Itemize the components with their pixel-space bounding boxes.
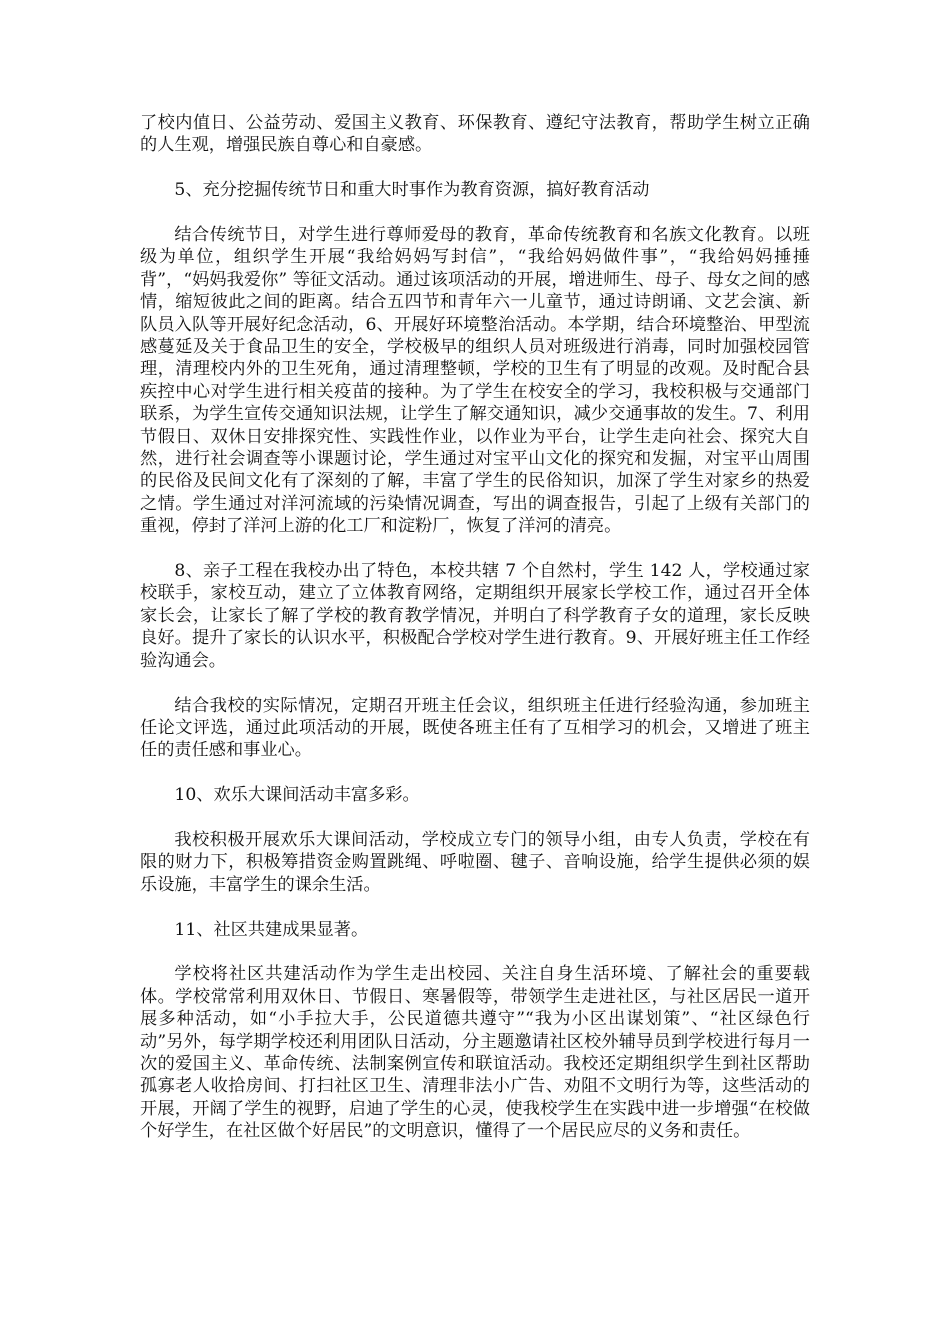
paragraph-class-teacher-meetings: 结合我校的实际情况，定期召开班主任会议，组织班主任进行经验沟通，参加班主任论文评选，通过此项活动的开展，既使各班主任有了互相学习的机会，又增进了班主任的责任感和事业心。 bbox=[140, 695, 810, 761]
paragraph-continuation: 了校内值日、公益劳动、爱国主义教育、环保教育、遵纪守法教育，帮助学生树立正确的人生观，增强民族自尊心和自豪感。 bbox=[140, 113, 810, 156]
paragraph-community-building: 学校将社区共建活动作为学生走出校园、关注自身生活环境、了解社会的重要载体。学校常常利用双休日、节假日、寒暑假等，带领学生走进社区，与社区居民一道开展多种活动，如“小手拉大手，公民道德共遵守”“我为小区出谋划策”、“社区绿色行动”另外，每学期学校还利用团队日活动，分主题邀请社区校外辅导员到学校进行每月一次的爱国主义、革命传统、法制案例宣传和联谊活动。我校还定期组织学生到社区帮助孤寡老人收拾房间、打扫社区卫生、清理非法小广告、劝阻不文明行为等，这些活动的开展，开阔了学生的视野，启迪了学生的心灵，使我校学生在实践中进一步增强“在校做个好学生，在社区做个好居民”的文明意识，懂得了一个居民应尽的义务和责任。 bbox=[140, 964, 810, 1142]
paragraph-recess-activities: 我校积极开展欢乐大课间活动，学校成立专门的领导小组，由专人负责，学校在有限的财力下，积极筹措资金购置跳绳、呼啦圈、毽子、音响设施，给学生提供必须的娱乐设施，丰富学生的课余生活。 bbox=[140, 829, 810, 895]
paragraph-traditional-festivals: 结合传统节日，对学生进行尊师爱母的教育，革命传统教育和名族文化教育。以班级为单位，组织学生开展“我给妈妈写封信”，“我给妈妈做件事”，“我给妈妈捶捶背”，“妈妈我爱你” 等征文活动。通过该项活动的开展，增进师生、母子、母女之间的感情，缩短彼此之间的距离。结合五四节和青年六一儿童节，通过诗朗诵、文艺会演、新队员入队等开展好纪念活动，6、开展好环境整治活动。本学期，结合环境整治、甲型流感蔓延及关于食品卫生的安全，学校极早的组织人员对班级进行消毒，同时加强校园管理，清理校内外的卫生死角，通过清理整顿，学校的卫生有了明显的改观。及时配合县疾控中心对学生进行相关疫苗的接种。为了学生在校安全的学习，我校积极与交通部门联系，为学生宣传交通知识法规，让学生了解交通知识，减少交通事故的发生。7、利用节假日、双休日安排探究性、实践性作业，以作业为平台，让学生走向社会、探究大自然，进行社会调查等小课题讨论，学生通过对宝平山文化的探究和发掘，对宝平山周围的民俗及民间文化有了深刻的了解，丰富了学生的民俗知识，加深了学生对家乡的热爱之情。学生通过对洋河流域的污染情况调查，写出的调查报告，引起了上级有关部门的重视，停封了洋河上游的化工厂和淀粉厂，恢复了洋河的清亮。 bbox=[140, 225, 810, 537]
paragraph-item-8-parent-child: 8、亲子工程在我校办出了特色，本校共辖 7 个自然村，学生 142 人，学校通过家校联手，家校互动，建立了立体教育网络，定期组织开展家长学校工作，通过召开全体家长会，让家长了解了学校的教育教学情况，并明白了科学教育子女的道理，家长反映良好。提升了家长的认识水平，积极配合学校对学生进行教育。9、开展好班主任工作经验沟通会。 bbox=[140, 561, 810, 671]
heading-item-5: 5、充分挖掘传统节日和重大时事作为教育资源，搞好教育活动 bbox=[174, 180, 650, 201]
document-body bbox=[140, 112, 810, 1143]
heading-item-11: 11、社区共建成果显著。 bbox=[174, 919, 369, 940]
heading-item-10: 10、欢乐大课间活动丰富多彩。 bbox=[174, 785, 420, 806]
